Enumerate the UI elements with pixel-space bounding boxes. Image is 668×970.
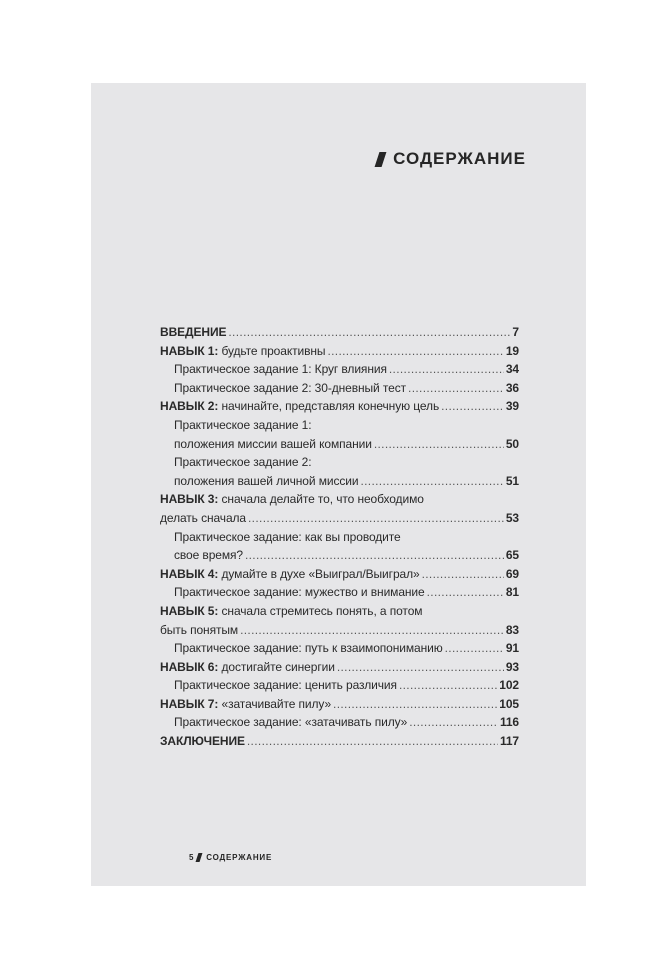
toc-entry-text-line1: Практическое задание 1: [174, 417, 312, 432]
toc-entry-text: положения миссии вашей компании [174, 436, 372, 451]
toc-keyword: НАВЫК 4: [160, 566, 219, 581]
toc-entry-text-line1: Практическое задание 2: [174, 455, 312, 470]
toc-entry-text: думайте в духе «Выиграл/Выиграл» [218, 566, 420, 581]
dot-leader [427, 583, 504, 602]
dot-leader [389, 360, 504, 379]
toc-entry-text: делать сначала [160, 510, 247, 525]
dot-leader [248, 509, 504, 528]
toc-page-number: 91 [505, 641, 519, 656]
toc-entry-habit-7 [160, 695, 519, 714]
page-footer [189, 853, 272, 862]
toc-entry-text: начинайте, представляя конечную цель [218, 399, 440, 414]
footer-page-number: 5 [189, 853, 195, 862]
dot-leader [245, 546, 504, 565]
toc-entry-text: достигайте синергии [218, 659, 335, 674]
toc-keyword: ЗАКЛЮЧЕНИЕ [160, 734, 245, 749]
toc-keyword: НАВЫК 1: [160, 343, 219, 358]
toc-entry-text: Практическое задание: мужество и внимание [174, 585, 425, 600]
dot-leader [247, 732, 498, 751]
toc-entry-text-line1: сначала делайте то, что необходимо [218, 492, 424, 507]
toc-keyword: НАВЫК 7: [160, 696, 219, 711]
dot-leader [374, 435, 504, 454]
dot-leader [333, 695, 497, 714]
dot-leader [327, 342, 503, 361]
toc-page-number: 116 [499, 715, 519, 730]
toc-entry-habit-6 [160, 658, 519, 677]
toc-subentry [160, 713, 519, 732]
slash-mark-icon [375, 152, 387, 167]
toc-entry-text: Практическое задание 1: Круг влияния [174, 362, 387, 377]
toc-page-number: 81 [505, 585, 519, 600]
dot-leader [422, 565, 504, 584]
dot-leader [360, 472, 503, 491]
toc-entry-text-line1: Практическое задание: как вы проводите [174, 529, 401, 544]
toc-page-number: 51 [505, 473, 519, 488]
dot-leader [240, 621, 504, 640]
toc-page-number: 102 [499, 678, 519, 693]
dot-leader [408, 379, 504, 398]
toc-entry-text: Практическое задание: путь к взаимопониманию [174, 641, 443, 656]
toc-page-number: 83 [505, 622, 519, 637]
toc-page-number: 117 [499, 734, 519, 749]
toc-page-number: 53 [505, 510, 519, 525]
dot-leader [445, 639, 504, 658]
book-page [91, 83, 586, 886]
toc-keyword: ВВЕДЕНИЕ [160, 325, 227, 339]
toc-page-number: 36 [505, 380, 519, 395]
page-header [377, 149, 526, 169]
toc-entry-text: быть понятым [160, 622, 239, 637]
toc-entry-habit-4 [160, 565, 519, 584]
toc-subentry [160, 639, 519, 658]
toc-keyword: НАВЫК 6: [160, 659, 219, 674]
toc-subentry [160, 528, 519, 565]
toc-page-number: 69 [505, 566, 519, 581]
toc-entry-conclusion [160, 732, 519, 751]
toc-page-number: 50 [505, 436, 519, 451]
toc-keyword: НАВЫК 2: [160, 399, 219, 414]
dot-leader [441, 397, 504, 416]
toc-page-number: 19 [505, 343, 519, 358]
toc-subentry [160, 379, 519, 398]
slash-mark-icon [196, 853, 203, 862]
toc-page-number: 65 [505, 548, 519, 563]
toc-entry-text-line1: сначала стремитесь понять, а потом [218, 603, 423, 618]
toc-keyword: НАВЫК 5: [160, 603, 219, 618]
toc-entry-text: Практическое задание 2: 30-дневный тест [174, 380, 407, 395]
toc-entry-text: будьте проактивны [218, 343, 326, 358]
toc-keyword: НАВЫК 3: [160, 492, 219, 507]
toc-entry-introduction [160, 323, 519, 342]
toc-entry-habit-3 [160, 490, 519, 527]
page-title: СОДЕРЖАНИЕ [393, 149, 526, 168]
toc-subentry [160, 583, 519, 602]
toc-entry-text: свое время? [174, 548, 243, 563]
dot-leader [337, 658, 504, 677]
toc-entry-habit-1 [160, 342, 519, 361]
dot-leader [399, 676, 497, 695]
table-of-contents [160, 323, 519, 751]
toc-entry-text: «затачивайте пилу» [218, 696, 332, 711]
toc-page-number: 105 [499, 696, 519, 711]
toc-entry-text: Практическое задание: «затачивать пилу» [174, 715, 408, 730]
footer-section-title: СОДЕРЖАНИЕ [206, 853, 273, 862]
toc-subentry [160, 676, 519, 695]
toc-entry-habit-2 [160, 397, 519, 416]
toc-entry-text: Практическое задание: ценить различия [174, 678, 397, 693]
toc-subentry [160, 453, 519, 490]
dot-leader [228, 323, 510, 342]
toc-subentry [160, 360, 519, 379]
toc-subentry [160, 416, 519, 453]
toc-page-number: 39 [505, 399, 519, 414]
toc-entry-habit-5 [160, 602, 519, 639]
toc-entry-text: положения вашей личной миссии [174, 473, 359, 488]
toc-page-number: 93 [505, 659, 519, 674]
toc-page-number: 34 [505, 362, 519, 377]
dot-leader [409, 713, 498, 732]
toc-page-number: 7 [512, 325, 519, 339]
